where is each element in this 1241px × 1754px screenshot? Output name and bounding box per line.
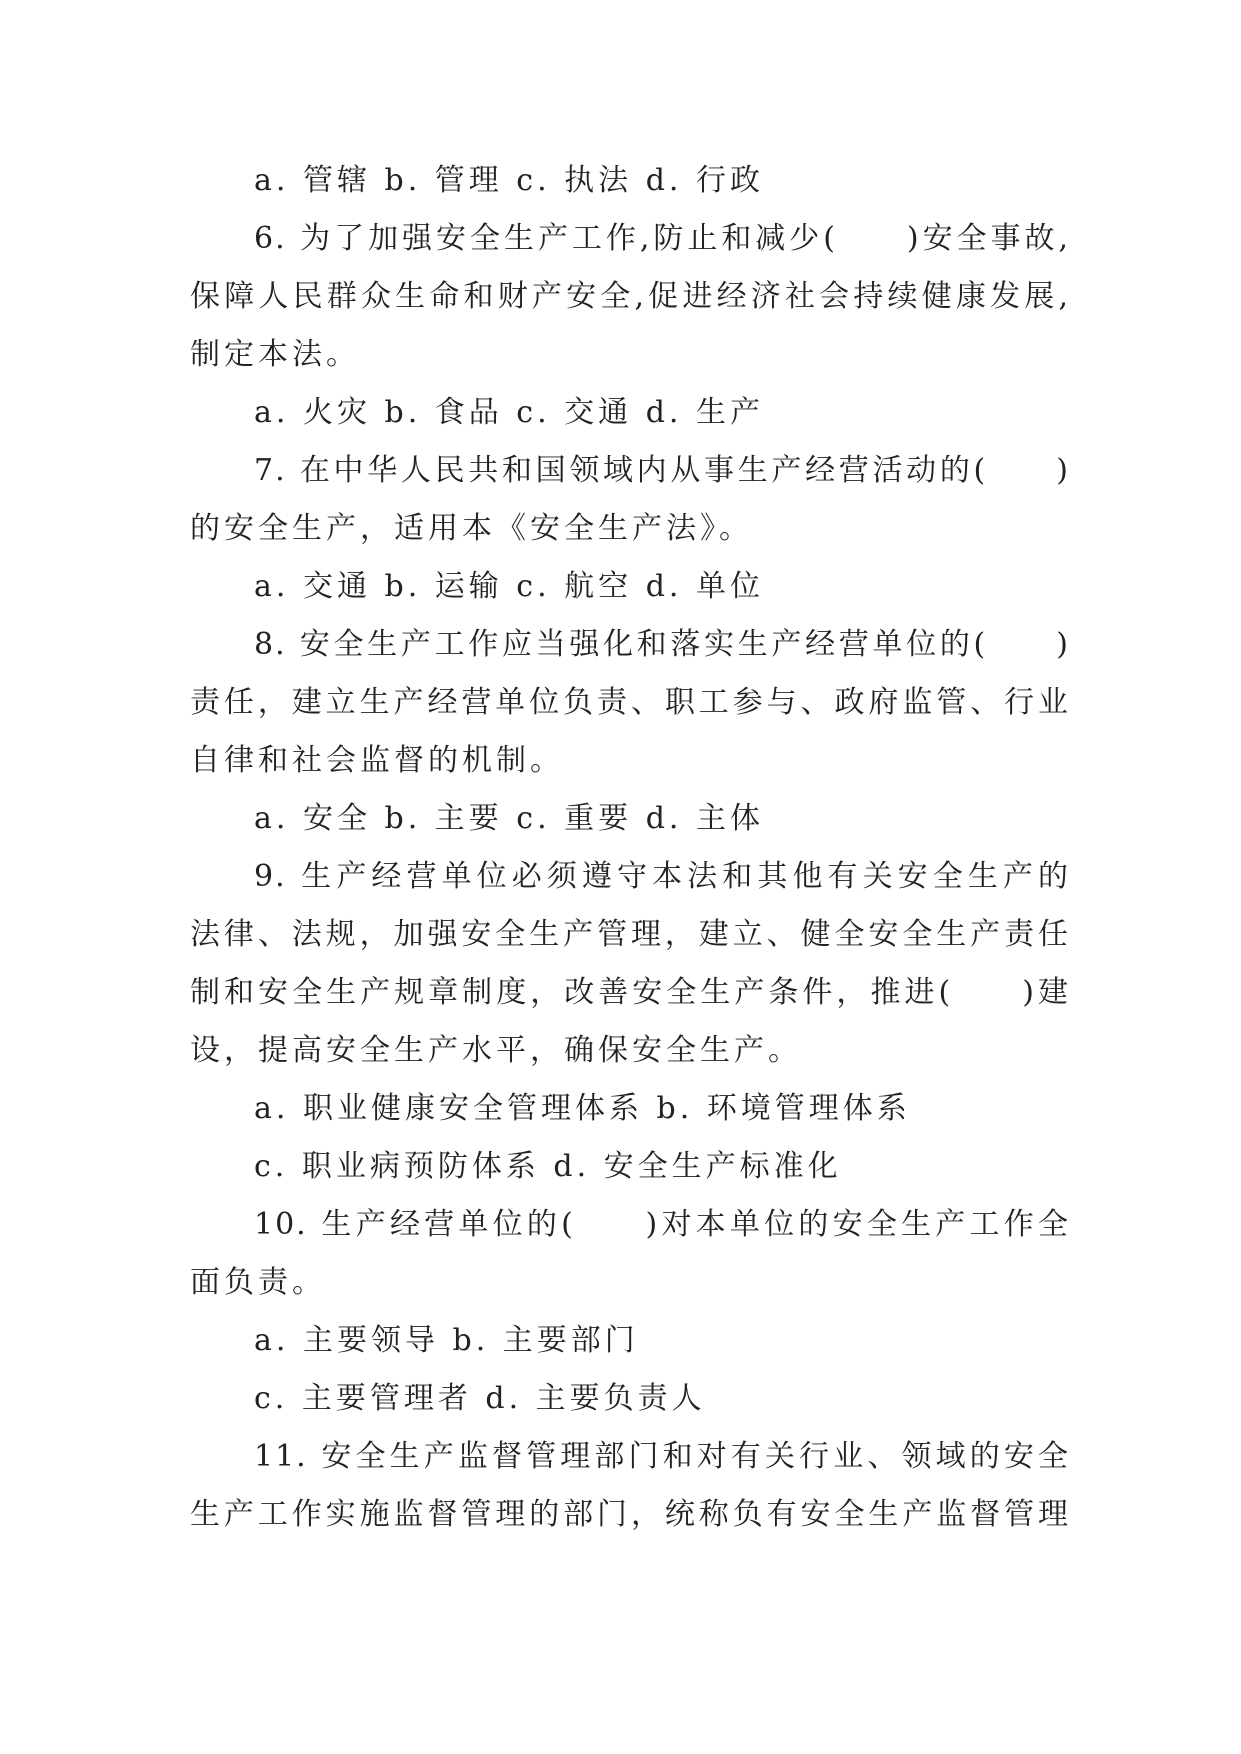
answer-options-q8: a. 安全 b. 主要 c. 重要 d. 主体 [254, 801, 764, 836]
document-body [190, 152, 1070, 1544]
answer-options-q9-line-2: c. 职业病预防体系 d. 安全生产标准化 [254, 1149, 842, 1184]
question-8-line-2: 责任，建立生产经营单位负责、职工参与、政府监管、行业 [190, 685, 1070, 720]
question-6-line-1: 6. 为了加强安全生产工作,防止和减少( )安全事故, [254, 221, 1070, 256]
question-10-line-1: 10. 生产经营单位的( )对本单位的安全生产工作全 [254, 1207, 1070, 1242]
answer-options-q9-line-1: a. 职业健康安全管理体系 b. 环境管理体系 [254, 1091, 911, 1126]
question-8-line-3: 自律和社会监督的机制。 [190, 743, 564, 778]
question-11-line-1: 11. 安全生产监督管理部门和对有关行业、领域的安全 [254, 1439, 1070, 1474]
answer-options-q10-line-1: a. 主要领导 b. 主要部门 [254, 1323, 639, 1358]
question-9-line-4: 设，提高安全生产水平，确保安全生产。 [190, 1033, 802, 1068]
question-6-line-3: 制定本法。 [190, 337, 360, 372]
question-9-line-1: 9. 生产经营单位必须遵守本法和其他有关安全生产的 [254, 859, 1070, 894]
answer-options-q5: a. 管辖 b. 管理 c. 执法 d. 行政 [254, 163, 764, 198]
question-10-line-2: 面负责。 [190, 1265, 326, 1300]
answer-options-q10-line-2: c. 主要管理者 d. 主要负责人 [254, 1381, 706, 1416]
answer-options-q7: a. 交通 b. 运输 c. 航空 d. 单位 [254, 569, 764, 604]
question-8-line-1: 8. 安全生产工作应当强化和落实生产经营单位的( ) [254, 627, 1070, 662]
question-7-line-2: 的安全生产，适用本《安全生产法》。 [190, 511, 753, 546]
question-7-line-1: 7. 在中华人民共和国领域内从事生产经营活动的( ) [254, 453, 1070, 488]
answer-options-q6: a. 火灾 b. 食品 c. 交通 d. 生产 [254, 395, 764, 430]
question-9-line-3: 制和安全生产规章制度，改善安全生产条件，推进( )建 [190, 975, 1070, 1010]
question-6-line-2: 保障人民群众生命和财产安全,促进经济社会持续健康发展, [190, 279, 1070, 314]
question-9-line-2: 法律、法规，加强安全生产管理，建立、健全安全生产责任 [190, 917, 1070, 952]
question-11-line-2: 生产工作实施监督管理的部门，统称负有安全生产监督管理 [190, 1497, 1070, 1532]
